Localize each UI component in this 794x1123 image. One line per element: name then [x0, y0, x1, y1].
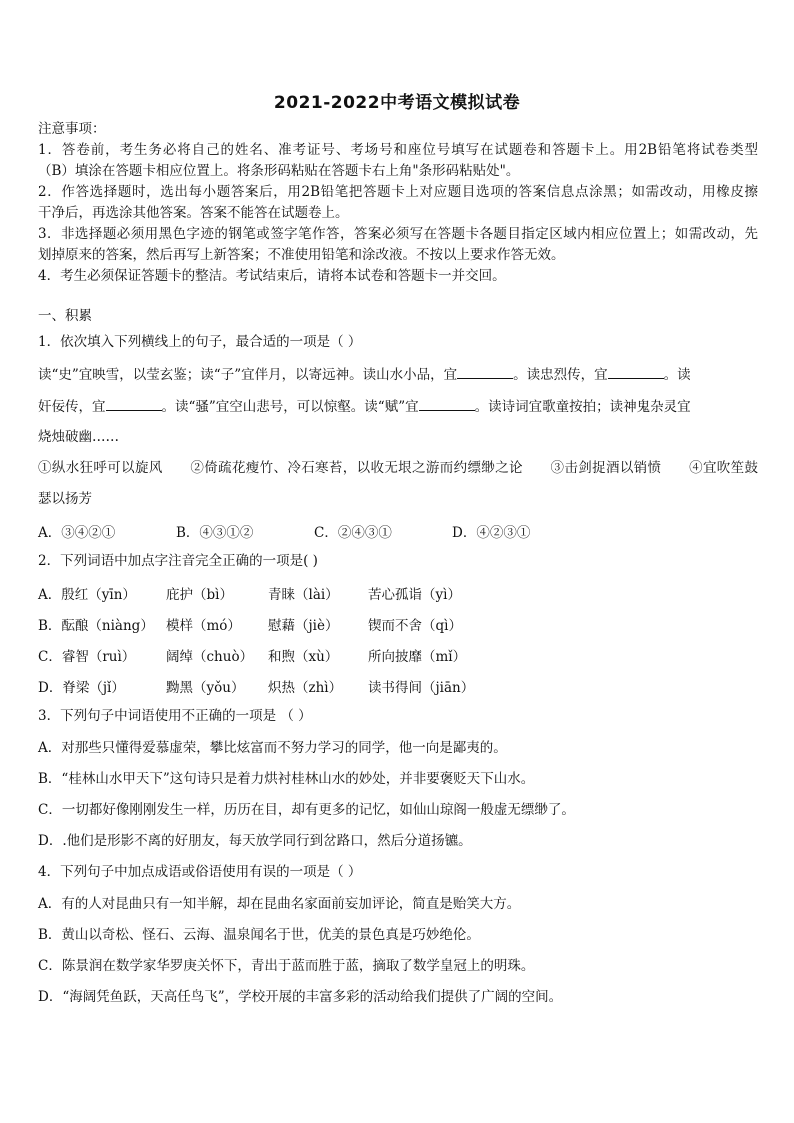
option-d[interactable]: D．④②③①: [452, 525, 531, 541]
blank: [419, 397, 475, 411]
exam-title: 2021-2022中考语文模拟试卷: [273, 93, 521, 113]
question-3-option-c[interactable]: C．一切都好像刚刚发生一样，历历在目，却有更多的记忆，如仙山琼阁一般虚无缥缈了。: [38, 802, 575, 818]
question-3-stem: 3．下列句子中词语使用不正确的一项是 （ ）: [38, 708, 312, 724]
blank: [106, 397, 162, 411]
question-3-option-d[interactable]: D．.他们是形影不离的好朋友，每天放学同行到岔路口，然后分道扬镳。: [38, 833, 472, 849]
question-4-option-d[interactable]: D．“海阔凭鱼跃，天高任鸟飞”，学校开展的丰富多彩的活动给我们提供了广阔的空间。: [38, 989, 563, 1005]
question-4-option-b[interactable]: B．黄山以奇松、怪石、云海、温泉闻名于世，优美的景色真是巧妙绝伦。: [38, 927, 480, 943]
notice-line-6: 划掉原来的答案，然后再写上新答案；不准使用铅笔和涂改液。不按以上要求作答无效。: [38, 247, 565, 263]
option-a[interactable]: A．③④②①: [38, 525, 116, 541]
notice-heading: 注意事项：: [38, 121, 106, 137]
question-1-passage-line-2: 奸佞传，宜 。读“骚”宜空山悲号，可以惊壑。读“赋”宜 。读诗词宜歌童按拍；读神鬼杂灵宜: [38, 399, 691, 415]
blank: [608, 365, 664, 379]
question-2-option-a[interactable]: A．殷红（yīn） 庇护（bì） 青睐（lài） 苦心孤诣（yì）: [38, 587, 461, 603]
notice-line-1: 1．答卷前，考生务必将自己的姓名、准考证号、考场号和座位号填写在试题卷和答题卡上。用2B铅笔将试卷类型: [38, 142, 758, 158]
notice-line-3: 2．作答选择题时，选出每小题答案后，用2B铅笔把答题卡上对应题目选项的答案信息点涂黑；如需改动，用橡皮擦: [38, 184, 758, 200]
question-4-option-c[interactable]: C．陈景润在数学家华罗庚关怀下，青出于蓝而胜于蓝，摘取了数学皇冠上的明珠。: [38, 958, 535, 974]
notice-line-5: 3．非选择题必须用黑色字迹的钢笔或签字笔作答，答案必须写在答题卡各题目指定区域内相应位置上；如需改动，先: [38, 226, 758, 242]
blank: [457, 365, 513, 379]
question-4-stem: 4．下列句子中加点成语或俗语使用有误的一项是（ ）: [38, 864, 362, 880]
notice-line-7: 4．考生必须保证答题卡的整洁。考试结束后，请将本试卷和答题卡一并交回。: [38, 268, 506, 284]
question-1-sentences-line-2: 瑟以扬芳: [38, 491, 92, 507]
question-2-option-b[interactable]: B．酝酿（niàng） 模样（mó） 慰藉（jiè） 锲而不舍（qì）: [38, 618, 462, 634]
option-b[interactable]: B．④③①②: [176, 525, 254, 541]
notice-line-4: 干净后，再选涂其他答案。答案不能答在试题卷上。: [38, 205, 349, 221]
question-3-option-a[interactable]: A．对那些只懂得爱慕虚荣，攀比炫富而不努力学习的同学，他一向是鄙夷的。: [38, 740, 507, 756]
question-3-option-b[interactable]: B．“桂林山水甲天下”这句诗只是着力烘衬桂林山水的妙处，并非要褒贬天下山水。: [38, 771, 535, 787]
question-1-passage-line-3: 烧烛破幽……: [38, 429, 119, 445]
question-1-options: [38, 521, 590, 541]
question-2-stem: 2．下列词语中加点字注音完全正确的一项是( ): [38, 553, 318, 569]
question-2-option-d[interactable]: D．脊梁（jǐ） 黝黑（yǒu） 炽热（zhì） 读书得间（jiān）: [38, 680, 475, 696]
notice-line-2: （B）填涂在答题卡相应位置上。将条形码粘贴在答题卡右上角"条形码粘贴处"。: [38, 163, 520, 179]
question-1-sentences-line-1: ①纵水狂呼可以旋风 ②倚疏花瘦竹、冷石寒苔，以收无垠之游而约缥缈之论 ③击剑捉酒以销愤 ④宜吹笙鼓: [38, 460, 758, 476]
section-heading: 一、积累: [38, 308, 92, 324]
question-4-option-a[interactable]: A．有的人对昆曲只有一知半解，却在昆曲名家面前妄加评论，简直是贻笑大方。: [38, 896, 521, 912]
option-c[interactable]: C．②④③①: [314, 525, 392, 541]
question-1-stem: 1．依次填入下列横线上的句子，最合适的一项是（ ）: [38, 334, 362, 350]
question-2-option-c[interactable]: C．睿智（ruì） 阔绰（chuò） 和煦（xù） 所向披靡（mǐ）: [38, 649, 467, 665]
question-1-passage-line-1: 读“史”宜映雪，以莹玄鉴；读“子”宜伴月，以寄远神。读山水小品，宜 。读忠烈传，宜 。读: [38, 367, 691, 383]
